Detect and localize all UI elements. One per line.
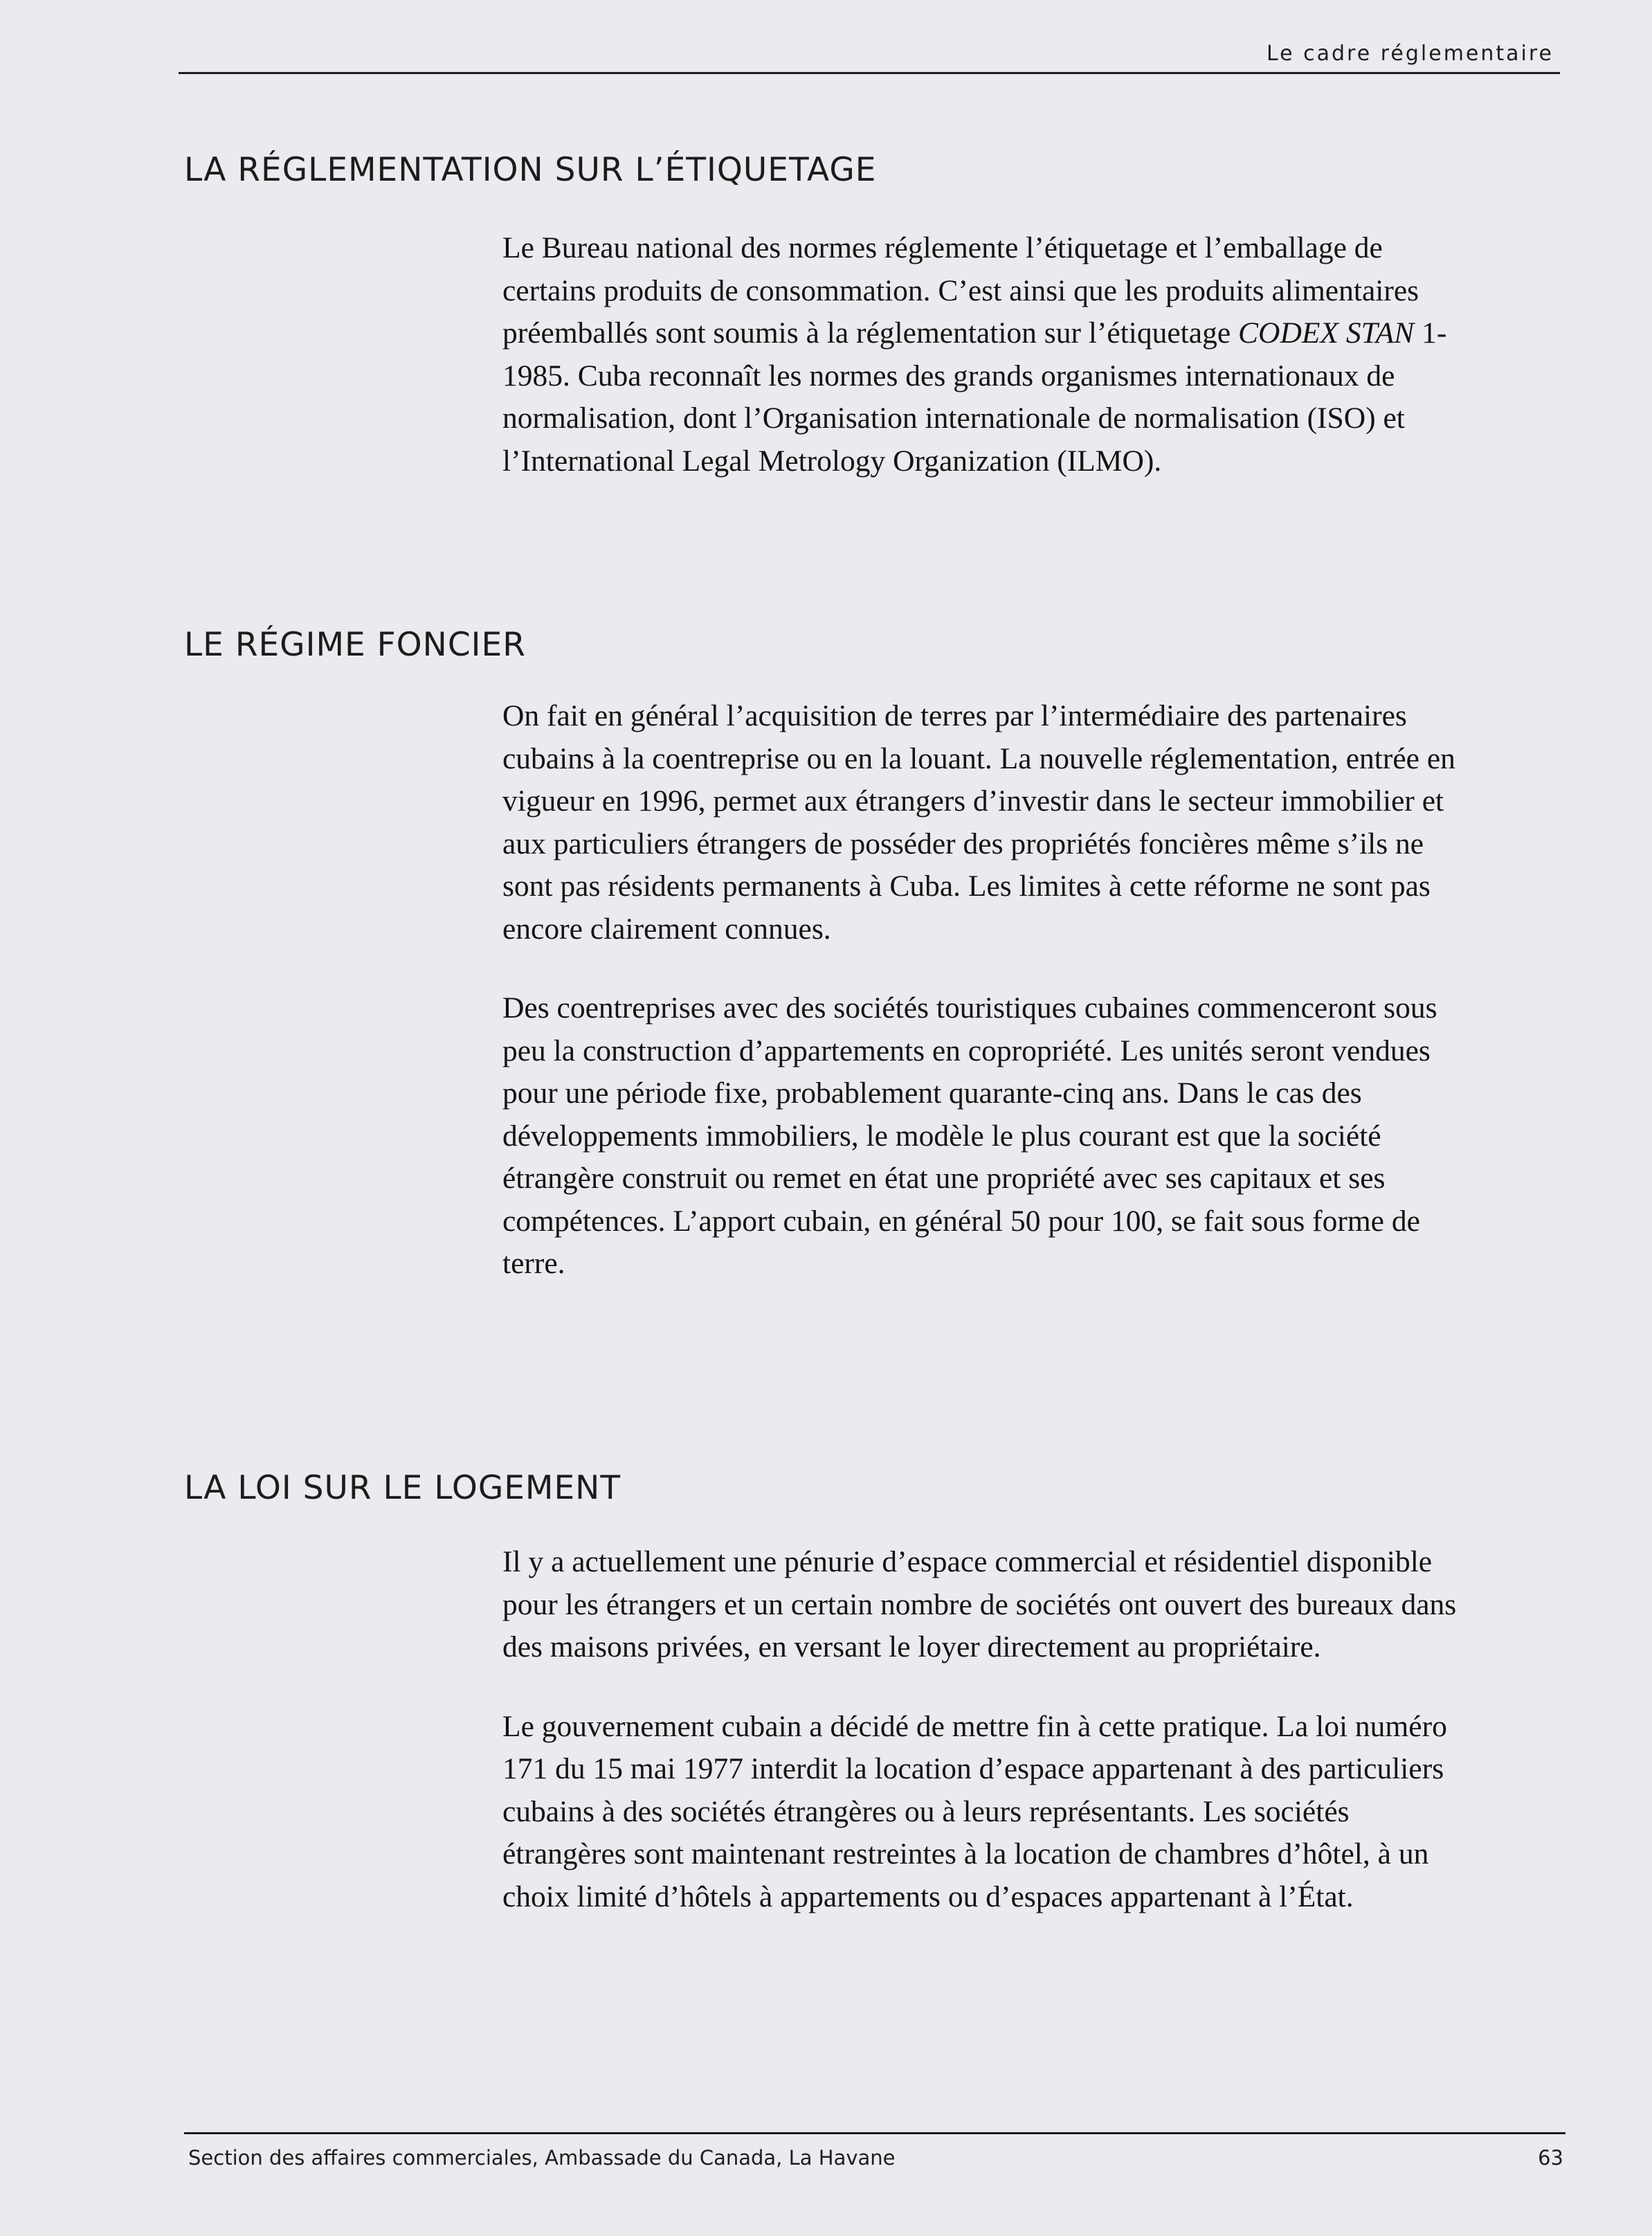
footer-source: Section des affaires commerciales, Ambassade du Canada, La Havane	[188, 2146, 896, 2170]
italic-standard-name: CODEX STAN	[1238, 316, 1415, 350]
paragraph: Le gouvernement cubain a décidé de mettre fin à cette pratique. La loi numéro 171 du 15 mai 1977 interdit la location d’espace appartenant à des particuliers cubains à des sociétés étrangères ou à leurs représentants. Les sociétés étrangères sont maintenant restreintes à la location de chambres d’hôtel, à un choix limité d’hôtels à appartements ou d’espaces appartenant à l’État.	[502, 1709, 1447, 1913]
section-body-labeling	[502, 227, 1471, 483]
running-title: Le cadre réglementaire	[1266, 42, 1554, 66]
section-heading-housing-law: LA LOI SUR LE LOGEMENT	[184, 1469, 621, 1507]
paragraph: On fait en général l’acquisition de terres par l’intermédiaire des partenaires cubains à la coentreprise ou en la louant. La nouvelle réglementation, entrée en vigueur en 1996, permet aux étrangers d’investir dans le secteur immobilier et aux particuliers étrangers de posséder des propriétés foncières même s’ils ne sont pas résidents permanents à Cuba. Les limites à cette réforme ne sont pas encore clairement connues.	[502, 699, 1455, 946]
section-body-land-tenure	[502, 695, 1471, 1286]
paragraph: Le Bureau national des normes réglemente l’étiquetage et l’emballage de certains produits de consommation. C’est ainsi que les produits alimentaires préemballés sont soumis à la réglementation sur l’étiquetage CODEX STAN 1-1985. Cuba reconnaît les normes des grands organismes internationaux de normalisation, dont l’Organisation internationale de normalisation (ISO) et l’International Legal Metrology Organization (ILMO).	[502, 231, 1447, 478]
footer-rule	[184, 2132, 1565, 2134]
paragraph: Des coentreprises avec des sociétés touristiques cubaines commenceront sous peu la construction d’appartements en copropriété. Les unités seront vendues pour une période fixe, probablement quarante-cinq ans. Dans le cas des développements immobiliers, le modèle le plus courant est que la société étrangère construit ou remet en état une propriété avec ses capitaux et ses compétences. L’apport cubain, en général 50 pour 100, se fait sous forme de terre.	[502, 991, 1437, 1280]
section-heading-land-tenure: LE RÉGIME FONCIER	[184, 626, 526, 664]
page-number: 63	[1538, 2146, 1563, 2170]
header-rule	[179, 72, 1560, 74]
section-body-housing-law	[502, 1541, 1471, 1918]
paragraph: Il y a actuellement une pénurie d’espace commercial et résidentiel disponible pour les étrangers et un certain nombre de sociétés ont ouvert des bureaux dans des maisons privées, en versant le loyer directement au propriétaire.	[502, 1545, 1457, 1664]
section-heading-labeling: LA RÉGLEMENTATION SUR L’ÉTIQUETAGE	[184, 151, 877, 189]
